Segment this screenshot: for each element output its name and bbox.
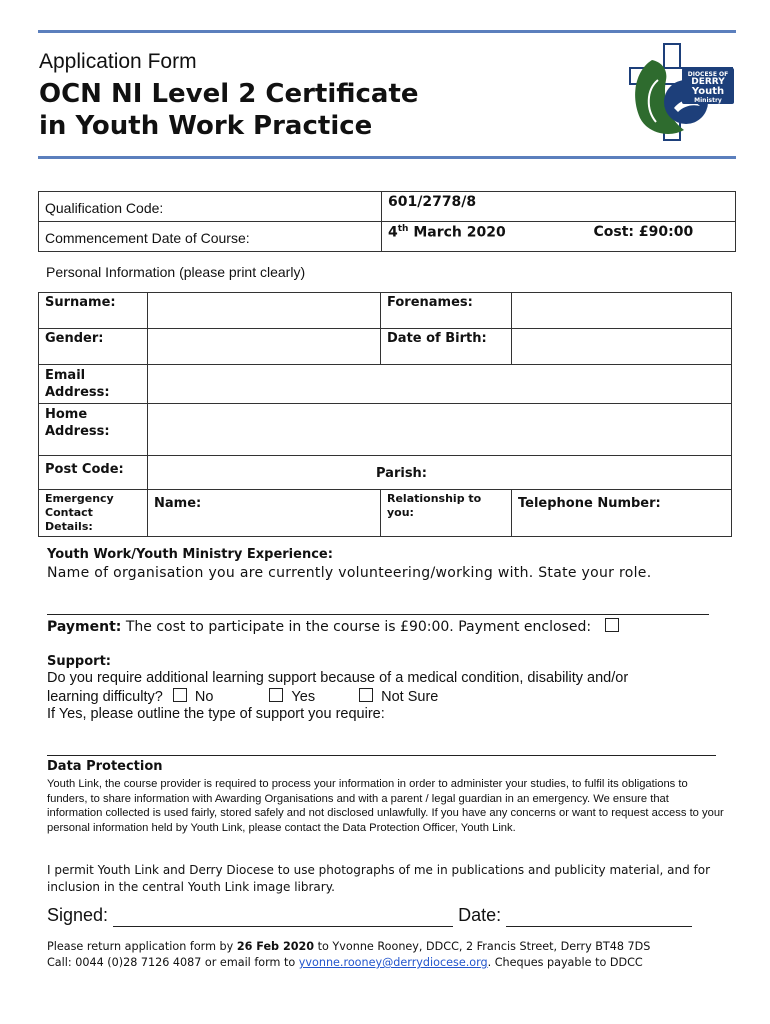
date-rest: March 2020 (408, 224, 506, 241)
support-question-cont: learning difficulty? (47, 689, 163, 705)
footer-return-c: to Yvonne Rooney, DDCC, 2 Francis Street, Derry BT48 7DS (314, 940, 651, 953)
telephone-label[interactable]: Telephone Number: (512, 490, 732, 537)
support-options (47, 688, 438, 705)
support-notsure-checkbox[interactable] (359, 688, 373, 702)
personal-info-table (38, 292, 732, 537)
top-rule (38, 30, 736, 33)
photo-permission-text: I permit Youth Link and Derry Diocese to use photographs of me in publications and publicity material, and for inclusion in the central Youth Link image library. (47, 863, 711, 894)
postcode-parish-field[interactable] (148, 456, 732, 490)
signature-line[interactable] (113, 905, 453, 927)
forenames-label: Forenames: (381, 293, 512, 329)
commencement-date-value (382, 222, 736, 252)
gender-label: Gender: (39, 329, 148, 365)
support-question: Do you require additional learning support because of a medical condition, disability and/or (47, 670, 629, 686)
logo-text-youth: Youth (691, 86, 725, 97)
data-protection-heading: Data Protection (47, 759, 163, 774)
payment-text: The cost to participate in the course is £90:00. Payment enclosed: (121, 619, 592, 635)
relationship-label[interactable]: Relationship to you: (381, 490, 512, 537)
personal-info-heading: Personal Information (please print clearly) (46, 264, 306, 280)
postcode-label: Post Code: (39, 456, 148, 490)
experience-text: Name of organisation you are currently volunteering/working with. State your role. (47, 565, 652, 581)
experience-answer-line[interactable] (47, 614, 709, 615)
footer-cheques: . Cheques payable to DDCC (487, 956, 643, 969)
form-subtitle: Application Form (39, 50, 197, 73)
course-cost: Cost: £90:00 (593, 224, 694, 240)
emergency-contact-label: Emergency Contact Details: (39, 490, 148, 537)
title-line-2: in Youth Work Practice (39, 111, 373, 141)
support-yes-label: Yes (291, 689, 316, 705)
parish-label: Parish: (376, 466, 428, 481)
course-table (38, 191, 736, 252)
dob-label: Date of Birth: (381, 329, 512, 365)
support-no-label: No (194, 689, 214, 705)
qualification-code-label: Qualification Code: (39, 192, 382, 222)
commencement-date-label: Commencement Date of Course: (39, 222, 382, 252)
header-bottom-rule (38, 156, 736, 159)
logo-text-diocese: DIOCESE OF (687, 71, 729, 78)
surname-label: Surname: (39, 293, 148, 329)
footer-return-line (47, 940, 650, 953)
email-field[interactable] (148, 365, 732, 404)
signature-row (47, 905, 692, 927)
support-outline-text: If Yes, please outline the type of support you require: (47, 706, 385, 722)
support-answer-line[interactable] (47, 755, 716, 756)
data-protection-body: Youth Link, the course provider is required to process your information in order to administer your studies, to fulfil its obligations to funders, to share information with Awarding Organisations and with a parent / legal guardian in an emergency. We ensure that information collected is used fairly, stored safely and not disclosed unlawfully. If you have any concerns or want to request access to your personal information held by Youth Link, please contact the Data Protection Officer, Youth Link. (47, 778, 724, 834)
gender-field[interactable] (148, 329, 381, 365)
support-no-checkbox[interactable] (173, 688, 187, 702)
payment-enclosed-checkbox[interactable] (605, 618, 619, 632)
email-label: Email Address: (39, 365, 148, 404)
footer-call: Call: 0044 (0)28 7126 4087 or email form to (47, 956, 299, 969)
dob-field[interactable] (512, 329, 732, 365)
home-address-label: Home Address: (39, 404, 148, 456)
derry-youth-ministry-logo (626, 40, 736, 144)
support-notsure-label: Not Sure (381, 689, 439, 705)
emergency-name-label[interactable]: Name: (148, 490, 381, 537)
footer-email-link[interactable]: yvonne.rooney@derrydiocese.org (298, 956, 488, 969)
support-yes-checkbox[interactable] (269, 688, 283, 702)
forenames-field[interactable] (512, 293, 732, 329)
title-line-1: OCN NI Level 2 Certificate (39, 79, 419, 109)
signed-label: Signed: (47, 905, 114, 925)
payment-label: Payment: (47, 619, 122, 635)
footer-return-a: Please return application form by (47, 940, 237, 953)
form-title (39, 78, 419, 142)
date-suffix: th (397, 224, 409, 234)
qualification-code-value: 601/2778/8 (382, 192, 736, 222)
date-day: 4 (388, 224, 398, 241)
footer-deadline: 26 Feb 2020 (236, 940, 315, 953)
support-heading: Support: (47, 654, 111, 669)
experience-heading: Youth Work/Youth Ministry Experience: (47, 547, 333, 562)
logo-text-derry: DERRY (691, 77, 725, 87)
home-address-field[interactable] (148, 404, 732, 456)
date-label: Date: (453, 905, 507, 925)
footer-contact-line (47, 956, 643, 969)
surname-field[interactable] (148, 293, 381, 329)
payment-row (47, 618, 627, 635)
date-line[interactable] (506, 905, 692, 927)
logo-text-ministry: Ministry (694, 97, 722, 104)
